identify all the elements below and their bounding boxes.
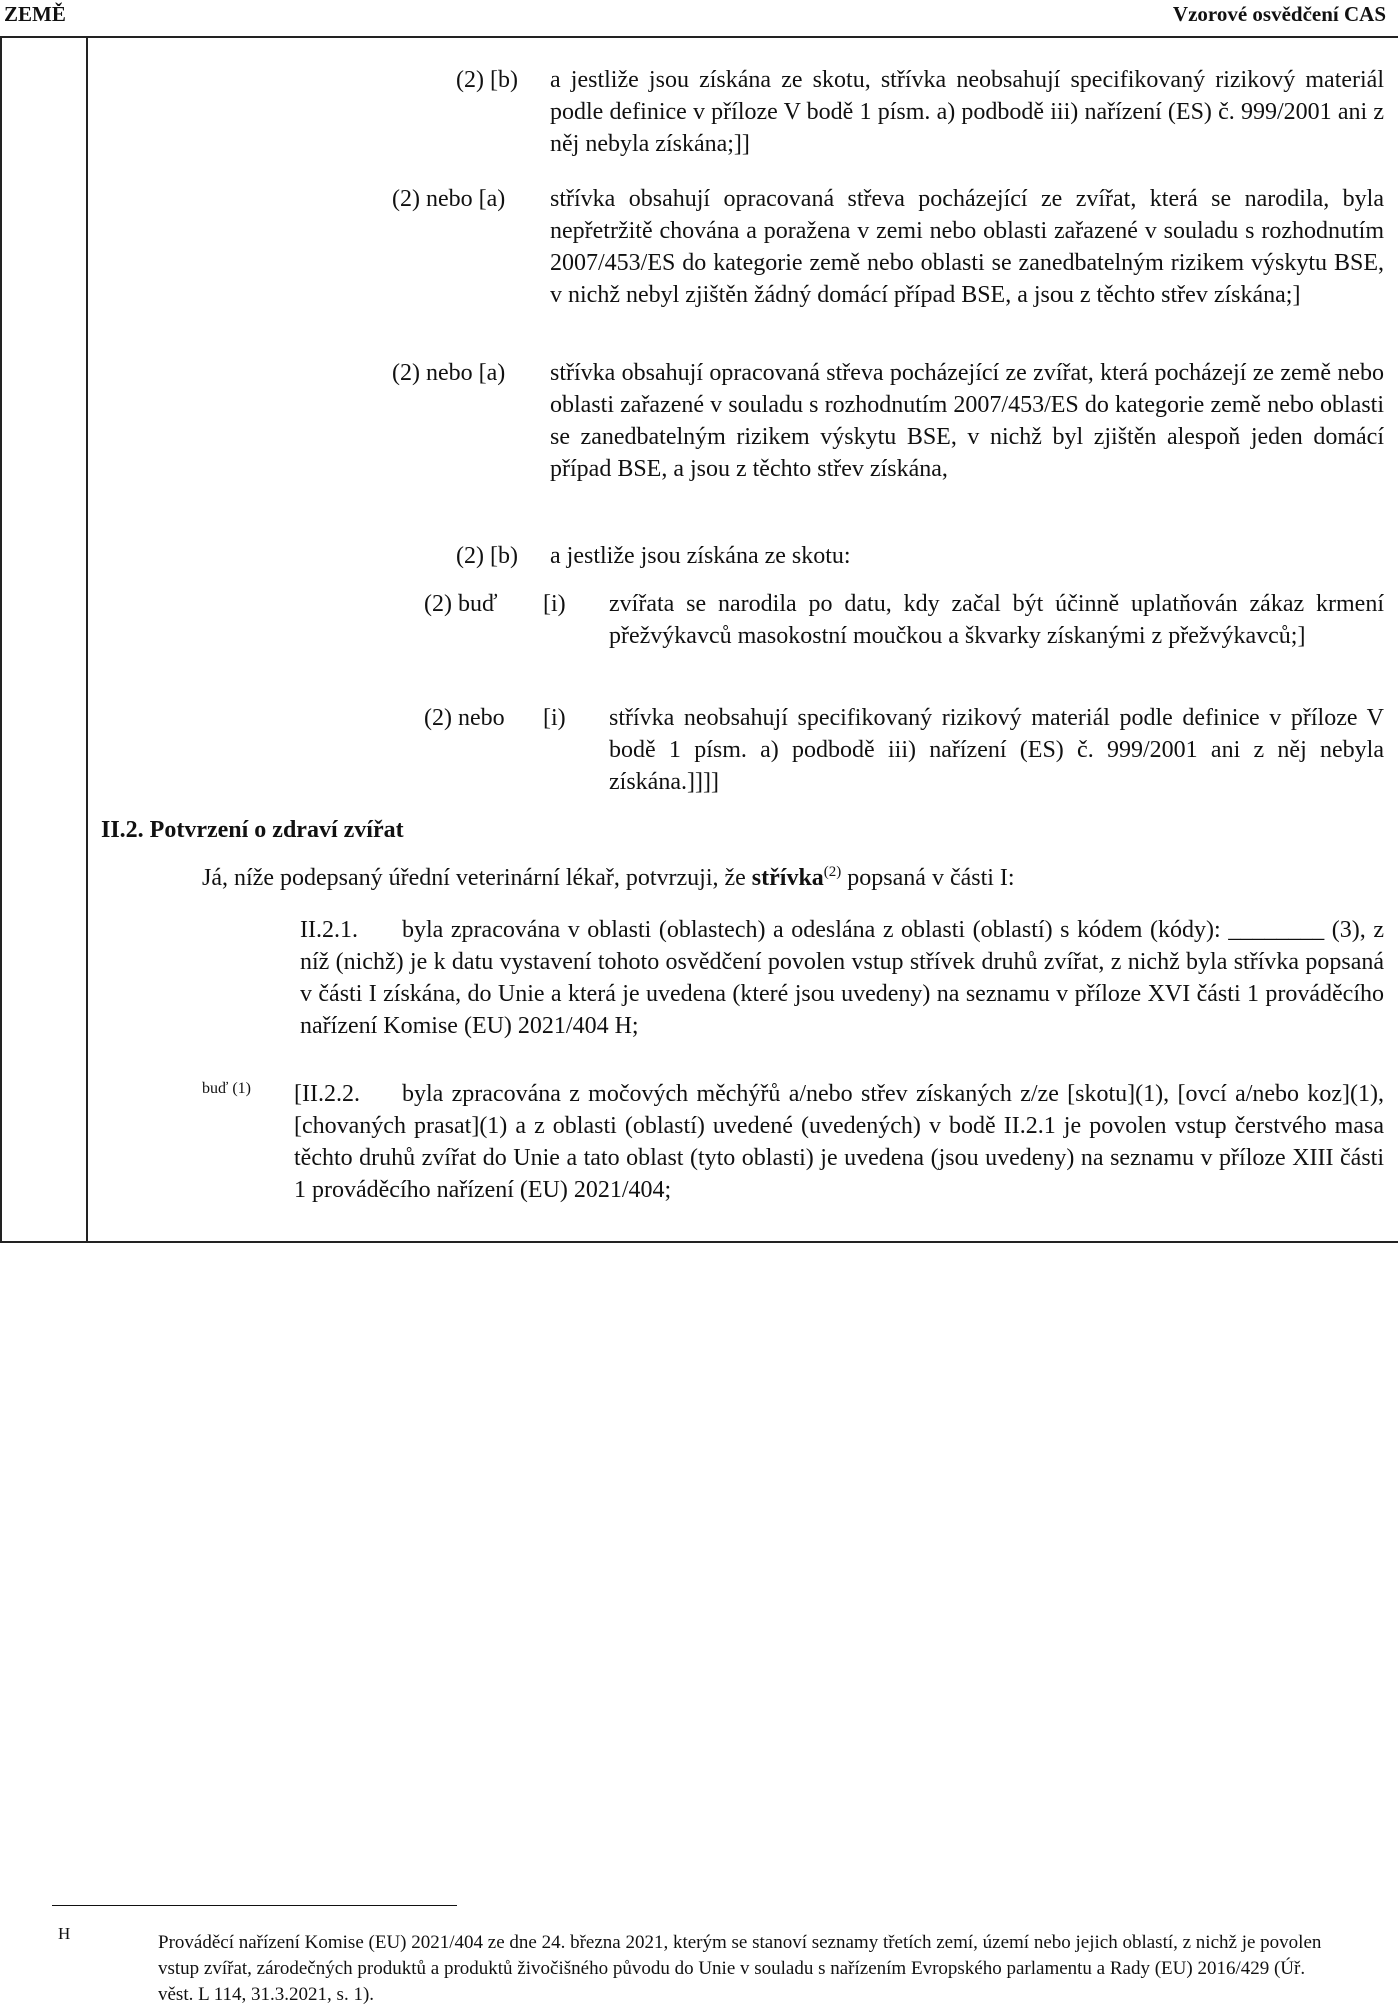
block-text: střívka obsahují opracovaná střeva pocházející ze zvířat, která se narodila, byla nepřetržitě chována a poražena v zemi nebo oblasti zařazené v souladu s rozhodnutím 2007/453/ES do kategorie země nebo oblasti se zanedbatelným rizikem výskytu BSE, v nichž nebyl zjištěn žádný domácí případ BSE, a jsou z těchto střev získána;] xyxy=(550,186,1384,308)
left-column-divider xyxy=(86,38,88,1243)
item-number: II.2.1. xyxy=(300,917,358,943)
block-label: (2) nebo [a) xyxy=(392,360,506,386)
item-number: [II.2.2. xyxy=(294,1081,360,1107)
header-country: ZEMĚ xyxy=(4,2,66,26)
block-text: a jestliže jsou získána ze skotu, střívka neobsahují specifikovaný rizikový materiál podle definice v příloze V bodě 1 písm. a) podbodě iii) nařízení (ES) č. 999/2001 ani z něj nebyla získána;]] xyxy=(550,67,1384,157)
block-label: (2) [b) xyxy=(456,543,518,569)
block-sublabel: [i) xyxy=(543,705,566,731)
block-text: zvířata se narodila po datu, kdy začal být účinně uplatňován zákaz krmení přežvýkavců masokostní moučkou a škvarky získanými z přežvýkavců;] xyxy=(609,591,1384,649)
footnote-mark: H xyxy=(58,1924,71,1943)
block-label: (2) [b) xyxy=(456,67,518,93)
header-certificate: Vzorové osvědčení CAS xyxy=(1172,2,1386,26)
footnote-rule xyxy=(52,1905,457,1906)
item-text: byla zpracována v oblasti (oblastech) a odeslána z oblasti (oblastí) s kódem (kódy): ________ (3), z níž (nichž) je k datu vystavení tohoto osvědčení povolen vstup střívek druhů zvířat, z nichž byla střívka popsaná v části I získána, do Unie a která je uvedena (které jsou uvedeny) na seznamu v příloze XVI části 1 prováděcího nařízení Komise (EU) 2021/404 H; xyxy=(300,917,1384,1039)
block-text: střívka obsahují opracovaná střeva pocházející ze zvířat, která pocházejí ze země nebo oblasti zařazené v souladu s rozhodnutím 2007/453/ES do kategorie země nebo oblasti se zanedbatelným rizikem výskytu BSE, v nichž byl zjištěn alespoň jeden domácí případ BSE, a jsou z těchto střev získána, xyxy=(550,360,1384,482)
block-label: (2) buď xyxy=(424,591,498,617)
block-text: a jestliže jsou získána ze skotu: xyxy=(550,543,851,569)
block-label: (2) nebo [a) xyxy=(392,186,506,212)
side-label: buď (1) xyxy=(202,1080,251,1097)
section-title: II.2. Potvrzení o zdraví zvířat xyxy=(101,817,404,843)
footnote-text: Prováděcí nařízení Komise (EU) 2021/404 ze dne 24. března 2021, kterým se stanoví seznamy třetích zemí, území nebo jejich oblastí, z nichž je povolen vstup zvířat, zárodečných produktů a produktů živočišného původu do Unie v souladu s nařízením Evropského parlamentu a Rady (EU) 2016/429 (Úř. věst. L 114, 31.3.2021, s. 1). xyxy=(158,1932,1322,2005)
block-sublabel: [i) xyxy=(543,591,566,617)
block-label: (2) nebo xyxy=(424,705,505,731)
block-text: střívka neobsahují specifikovaný rizikový materiál podle definice v příloze V bodě 1 písm. a) podbodě iii) nařízení (ES) č. 999/2001 ani z něj nebyla získána.]]]] xyxy=(609,705,1384,795)
section-intro: Já, níže podepsaný úřední veterinární lékař, potvrzuji, že střívka$^{(2)}$ popsaná v části I: xyxy=(202,864,1015,891)
item-text: byla zpracována z močových měchýřů a/nebo střev získaných z/ze [skotu](1), [ovcí a/nebo koz](1), [chovaných prasat](1) a z oblasti (oblastí) uvedené (uvedených) v bodě II.2.1 je povolen vstup čerstvého masa těchto druhů zvířat do Unie a tato oblast (tyto oblasti) je uvedena (jsou uvedeny) na seznamu v příloze XIII části 1 prováděcího nařízení (EU) 2021/404; xyxy=(294,1081,1384,1203)
